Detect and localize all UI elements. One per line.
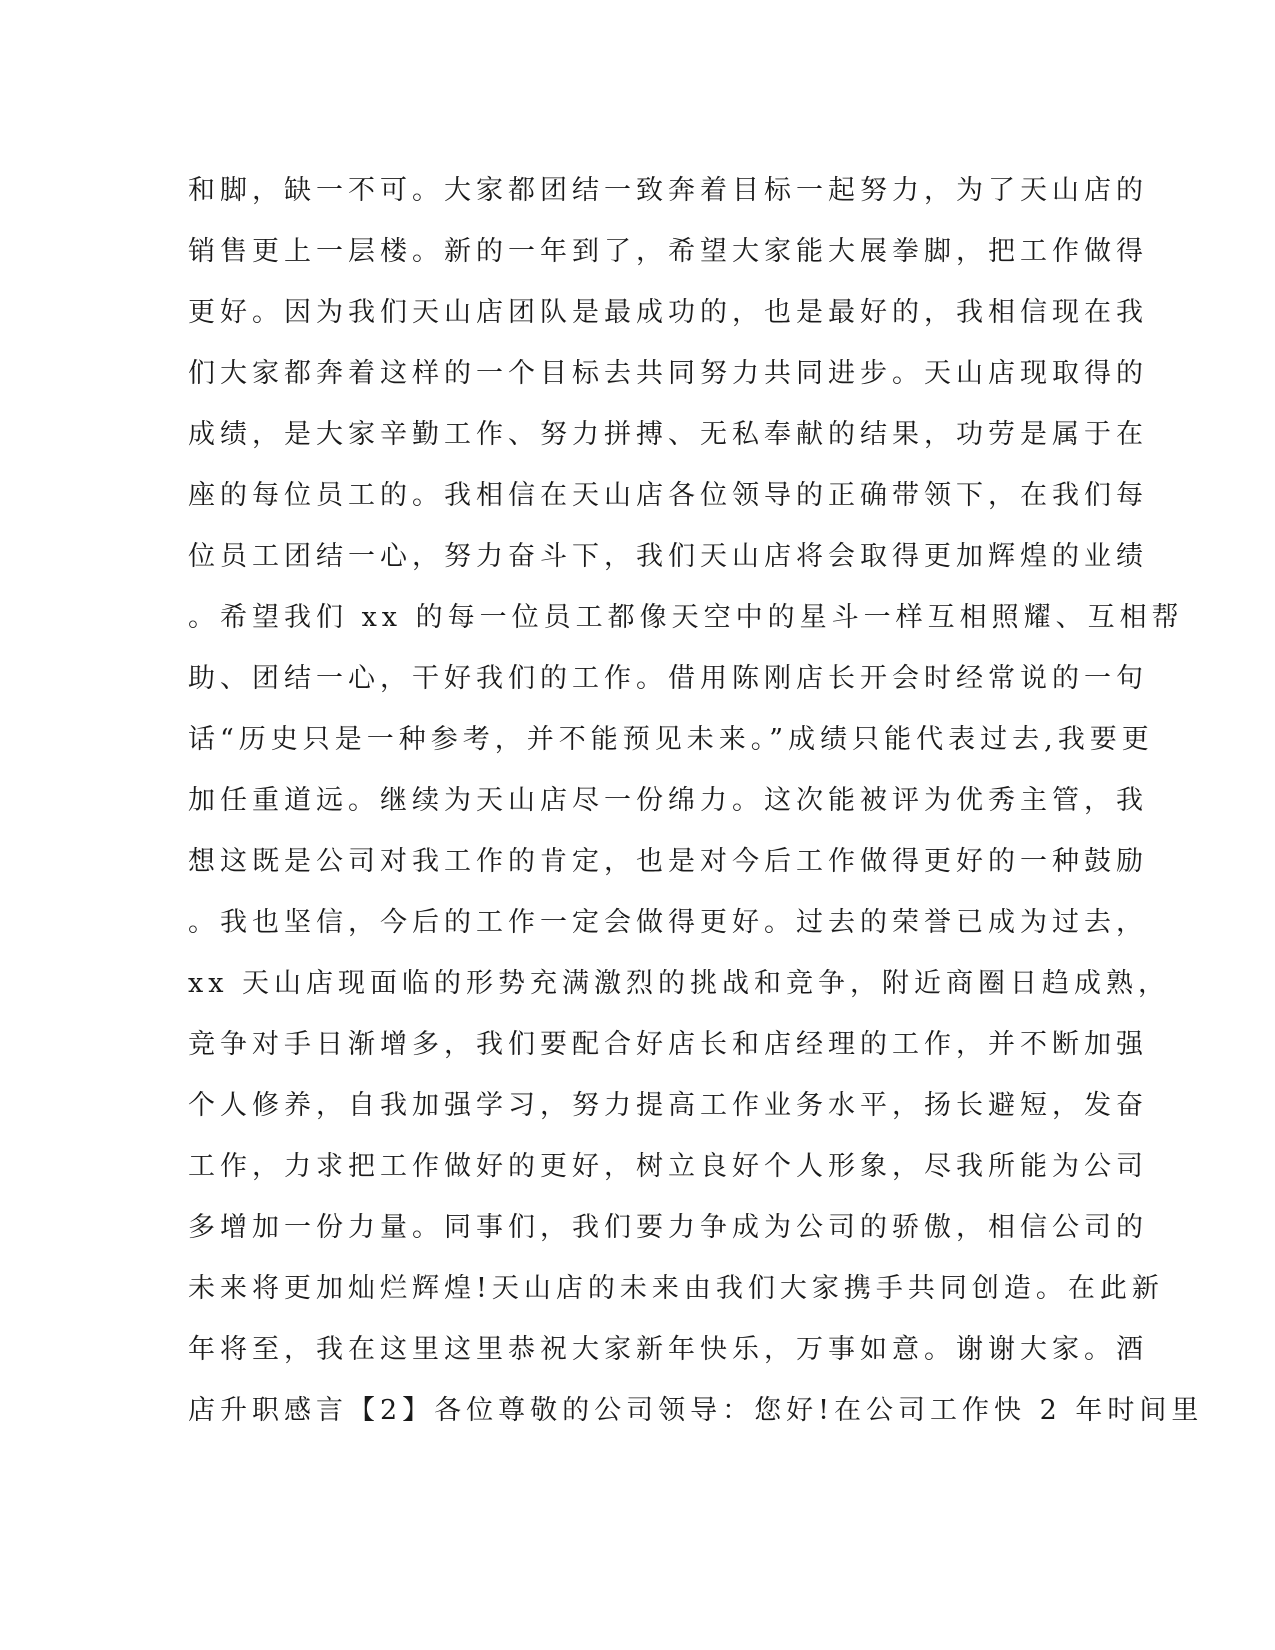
text-line: 和脚，缺一不可。大家都团结一致奔着目标一起努力，为了天山店的 <box>188 175 1148 206</box>
text-line: 座的每位员工的。我相信在天山店各位领导的正确带领下，在我们每 <box>188 480 1148 511</box>
text-line: 。希望我们 xx 的每一位员工都像天空中的星斗一样互相照耀、互相帮 <box>188 602 1184 633</box>
text-line: 个人修养，自我加强学习，努力提高工作业务水平，扬长避短，发奋 <box>188 1090 1148 1121</box>
text-line: 工作，力求把工作做好的更好，树立良好个人形象，尽我所能为公司 <box>188 1151 1148 1182</box>
text-line: 们大家都奔着这样的一个目标去共同努力共同进步。天山店现取得的 <box>188 358 1148 389</box>
text-line: 助、团结一心，干好我们的工作。借用陈刚店长开会时经常说的一句 <box>188 663 1148 694</box>
text-line: 店升职感言【2】各位尊敬的公司领导：您好!在公司工作快 2 年时间里 <box>188 1395 1204 1426</box>
text-line: 更好。因为我们天山店团队是最成功的，也是最好的，我相信现在我 <box>188 297 1148 328</box>
text-line: 想这既是公司对我工作的肯定，也是对今后工作做得更好的一种鼓励 <box>188 846 1148 877</box>
body-text <box>188 160 1204 1441</box>
text-line: 成绩，是大家辛勤工作、努力拼搏、无私奉献的结果，功劳是属于在 <box>188 419 1148 450</box>
text-line: 加任重道远。继续为天山店尽一份绵力。这次能被评为优秀主管，我 <box>188 785 1148 816</box>
text-line: 多增加一份力量。同事们，我们要力争成为公司的骄傲，相信公司的 <box>188 1212 1148 1243</box>
text-line: 话“历史只是一种参考，并不能预见未来。”成绩只能代表过去,我要更 <box>188 724 1154 755</box>
text-line: 。我也坚信，今后的工作一定会做得更好。过去的荣誉已成为过去， <box>188 907 1148 938</box>
text-line: xx 天山店现面临的形势充满激烈的挑战和竞争，附近商圈日趋成熟， <box>188 968 1171 999</box>
text-line: 竞争对手日渐增多，我们要配合好店长和店经理的工作，并不断加强 <box>188 1029 1148 1060</box>
text-line: 年将至，我在这里这里恭祝大家新年快乐，万事如意。谢谢大家。酒 <box>188 1334 1148 1365</box>
text-line: 未来将更加灿烂辉煌!天山店的未来由我们大家携手共同创造。在此新 <box>188 1273 1164 1304</box>
text-line: 销售更上一层楼。新的一年到了，希望大家能大展拳脚，把工作做得 <box>188 236 1148 267</box>
text-line: 位员工团结一心，努力奋斗下，我们天山店将会取得更加辉煌的业绩 <box>188 541 1148 572</box>
